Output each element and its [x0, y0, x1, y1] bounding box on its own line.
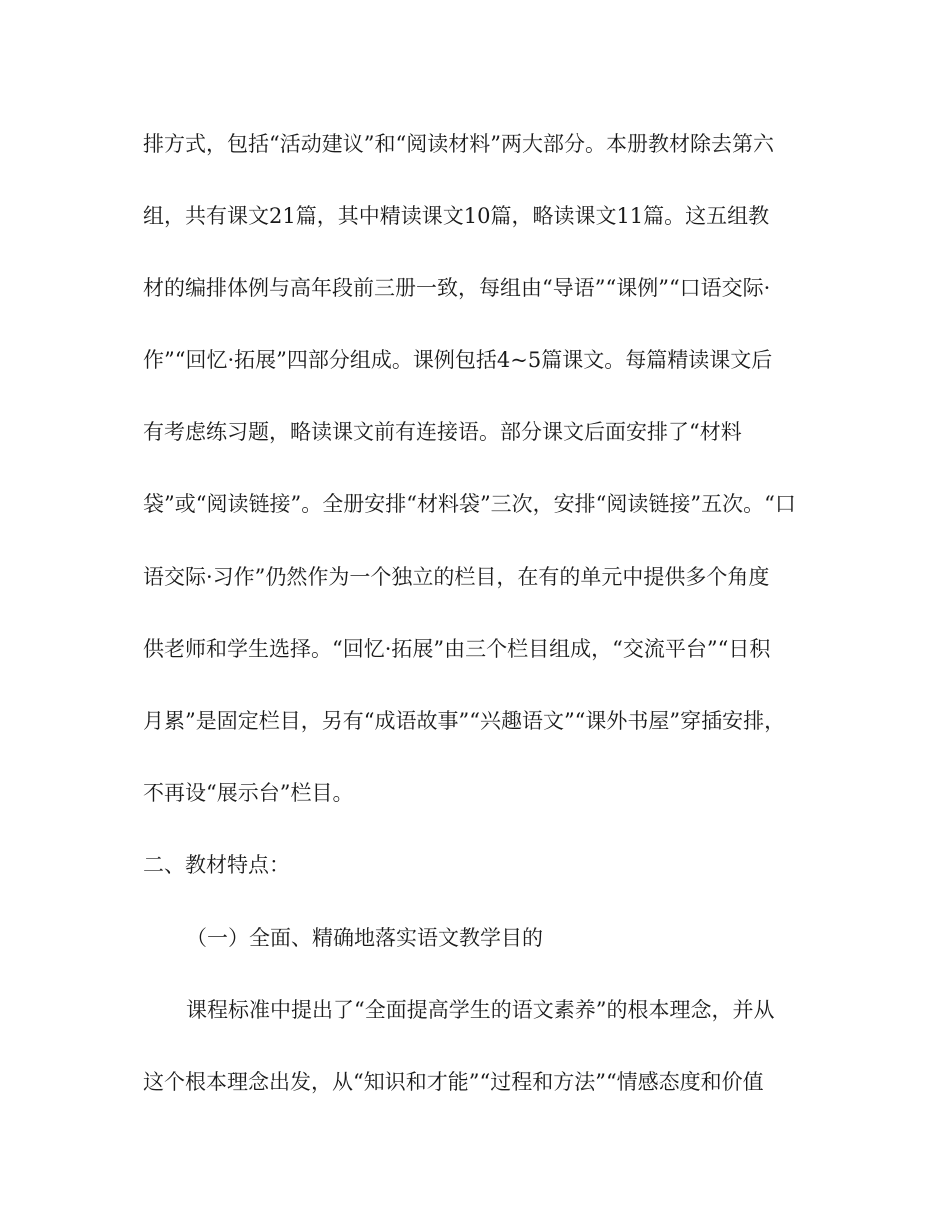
body-line-10: 不再设“展示台”栏目。: [143, 781, 354, 805]
body-line-2: 组，共有课文21篇，其中精读课文10篇，略读课文11篇。这五组教: [143, 204, 770, 228]
body-line-1: 排方式，包括“活动建议”和“阅读材料”两大部分。本册教材除去第六: [143, 132, 774, 156]
subsection-heading: （一）全面、精确地落实语文教学目的: [186, 926, 543, 950]
body-line-6: 袋”或“阅读链接”。全册安排“材料袋”三次，安排“阅读链接”五次。“口: [143, 492, 796, 516]
section-heading: 二、教材特点：: [143, 853, 290, 877]
body-line-4: 作”“回忆·拓展”四部分组成。课例包括4~5篇课文。每篇精读课文后: [143, 348, 773, 372]
body-line-5: 有考虑练习题，略读课文前有连接语。部分课文后面安排了“材料: [143, 420, 742, 444]
body-line-7: 语交际·习作”仍然作为一个独立的栏目，在有的单元中提供多个角度: [143, 565, 770, 589]
body-line-9: 月累”是固定栏目，另有“成语故事”“兴趣语文”“课外书屋”穿插安排，: [143, 709, 786, 733]
body-line-3: 材的编排体例与高年段前三册一致，每组由“导语”“课例”“口语交际·: [143, 276, 771, 300]
body-line-8: 供老师和学生选择。“回忆·拓展”由三个栏目组成，“交流平台”“日积: [143, 637, 771, 661]
closing-line-2: 这个根本理念出发，从“知识和才能”“过程和方法”“情感态度和价值: [143, 1070, 764, 1094]
closing-line-1: 课程标准中提出了“全面提高学生的语文素养”的根本理念，并从: [186, 998, 775, 1022]
